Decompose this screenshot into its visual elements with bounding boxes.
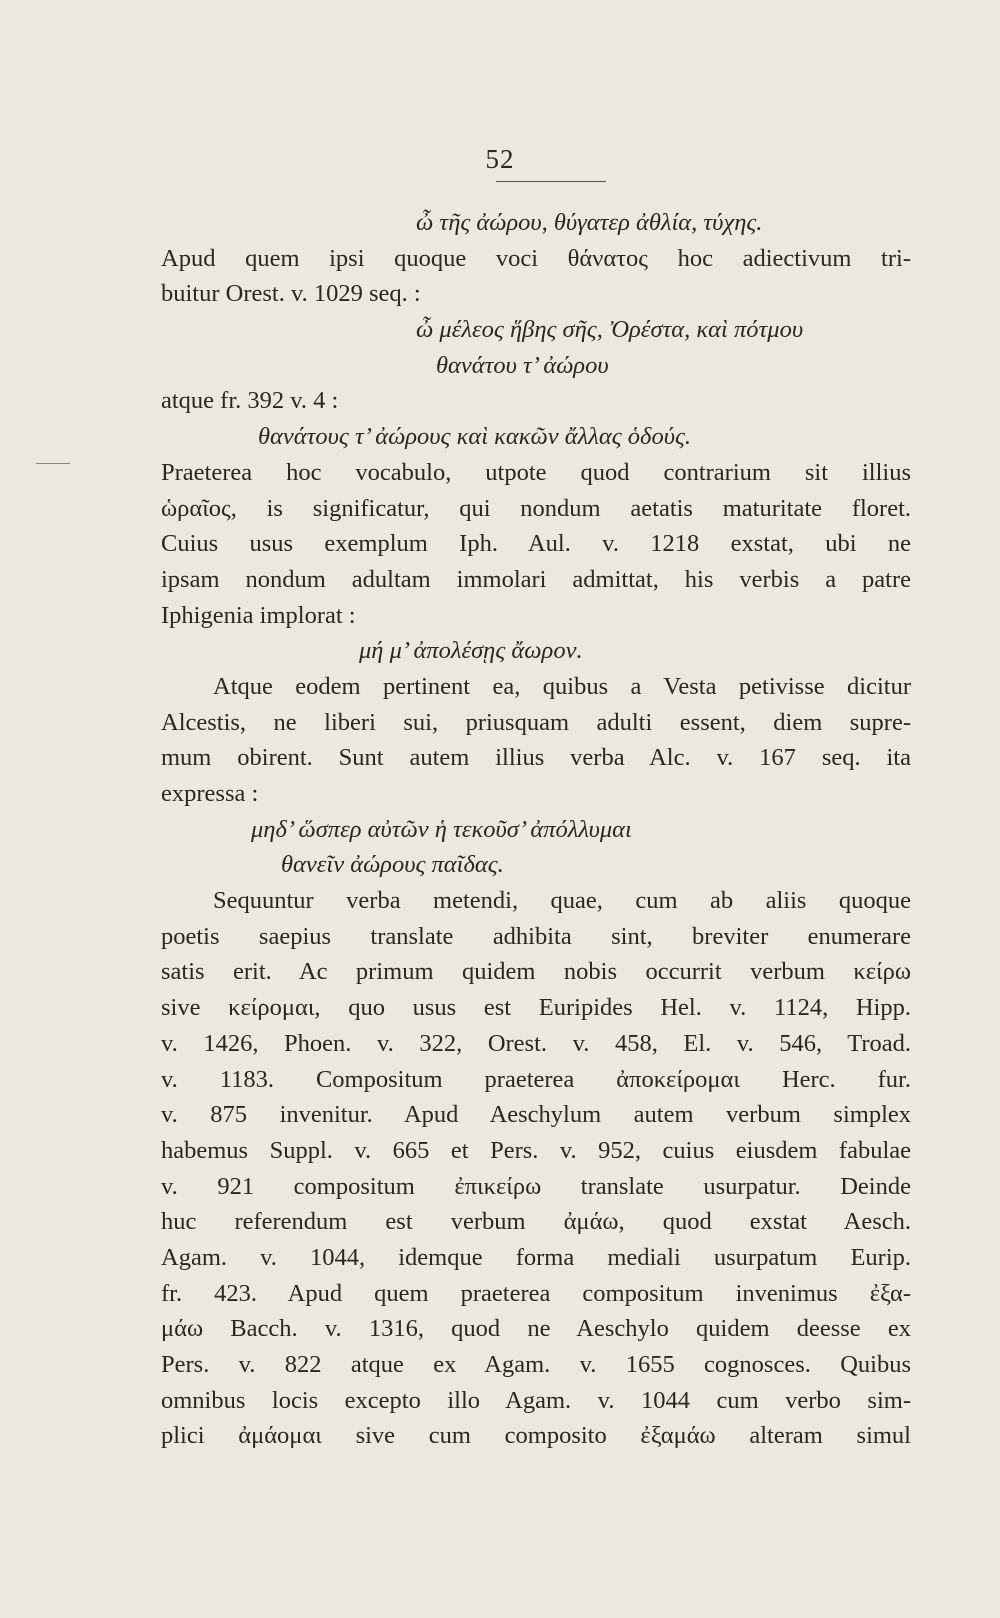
text-line: omnibus locis excepto illo Agam. v. 1044 cum verbo sim- xyxy=(161,1386,911,1414)
text-line: Agam. v. 1044, idemque forma mediali usurpatum Eurip. xyxy=(161,1243,911,1271)
text-line: expressa : xyxy=(161,780,259,807)
greek-quotation-line: ὦ μέλεος ἥβης σῆς, Ὀρέστα, καὶ πότμου xyxy=(416,316,804,344)
greek-quotation-line: μηδ’ ὥσπερ αὐτῶν ἡ τεκοῦσ’ ἀπόλλυμαι xyxy=(251,815,632,843)
page-number-rule xyxy=(496,181,606,182)
text-line: v. 875 invenitur. Apud Aeschylum autem verbum simplex xyxy=(161,1101,911,1129)
greek-quotation-line: ὦ τῆς ἀώρου, θύγατερ ἀθλία, τύχης. xyxy=(416,209,763,236)
text-line: fr. 423. Apud quem praeterea compositum invenimus ἐξα- xyxy=(161,1279,911,1307)
text-line: sive κείρομαι, quo usus est Euripides Hel. v. 1124, Hipp. xyxy=(161,994,911,1022)
margin-mark xyxy=(36,463,70,464)
text-line: v. 921 compositum ἐπικείρω translate usurpatur. Deinde xyxy=(161,1172,911,1200)
greek-quotation-line: θανάτους τ’ ἀώρους καὶ κακῶν ἄλλας ὁδούς. xyxy=(258,423,692,451)
body-text xyxy=(161,205,911,1454)
text-line: atque fr. 392 v. 4 : xyxy=(161,387,339,415)
text-line: Alcestis, ne liberi sui, priusquam adulti essent, diem supre- xyxy=(161,708,911,736)
text-line: Sequuntur verba metendi, quae, cum ab aliis quoque xyxy=(213,887,911,915)
text-line: Atque eodem pertinent ea, quibus a Vesta petivisse dicitur xyxy=(213,672,911,700)
greek-quotation-line: μή μ’ ἀπολέσῃς ἄωρον. xyxy=(359,637,583,665)
text-line: Praeterea hoc vocabulo, utpote quod contrarium sit illius xyxy=(161,458,911,486)
text-line: Iphigenia implorat : xyxy=(161,601,356,629)
text-line: habemus Suppl. v. 665 et Pers. v. 952, cuius eiusdem fabulae xyxy=(161,1136,911,1164)
text-line: μάω Bacch. v. 1316, quod ne Aeschylo quidem deesse ex xyxy=(161,1315,911,1343)
text-line: poetis saepius translate adhibita sint, breviter enumerare xyxy=(161,922,911,950)
text-line: plici ἀμάομαι sive cum composito ἐξαμάω alteram simul xyxy=(161,1422,911,1450)
text-line: Apud quem ipsi quoque voci θάνατος hoc adiectivum tri- xyxy=(161,244,911,272)
text-line: ipsam nondum adultam immolari admittat, his verbis a patre xyxy=(161,565,911,593)
text-line: buitur Orest. v. 1029 seq. : xyxy=(161,280,421,308)
page-number: 52 xyxy=(485,144,515,174)
text-line: Pers. v. 822 atque ex Agam. v. 1655 cognosces. Quibus xyxy=(161,1351,911,1378)
greek-quotation-line: θανάτου τ’ ἀώρου xyxy=(436,351,609,379)
text-line: huc referendum est verbum ἀμάω, quod exstat Aesch. xyxy=(161,1208,911,1236)
greek-quotation-line: θανεῖν ἀώρους παῖδας. xyxy=(281,851,504,879)
text-line: satis erit. Ac primum quidem nobis occurrit verbum κείρω xyxy=(161,958,911,986)
text-line: ὡραῖος, is significatur, qui nondum aetatis maturitate floret. xyxy=(161,494,911,522)
text-line: v. 1183. Compositum praeterea ἀποκείρομαι Herc. fur. xyxy=(161,1065,911,1093)
text-line: mum obirent. Sunt autem illius verba Alc. v. 167 seq. ita xyxy=(161,744,911,772)
text-line: v. 1426, Phoen. v. 322, Orest. v. 458, El. v. 546, Troad. xyxy=(161,1029,911,1057)
text-line: Cuius usus exemplum Iph. Aul. v. 1218 exstat, ubi ne xyxy=(161,530,911,558)
